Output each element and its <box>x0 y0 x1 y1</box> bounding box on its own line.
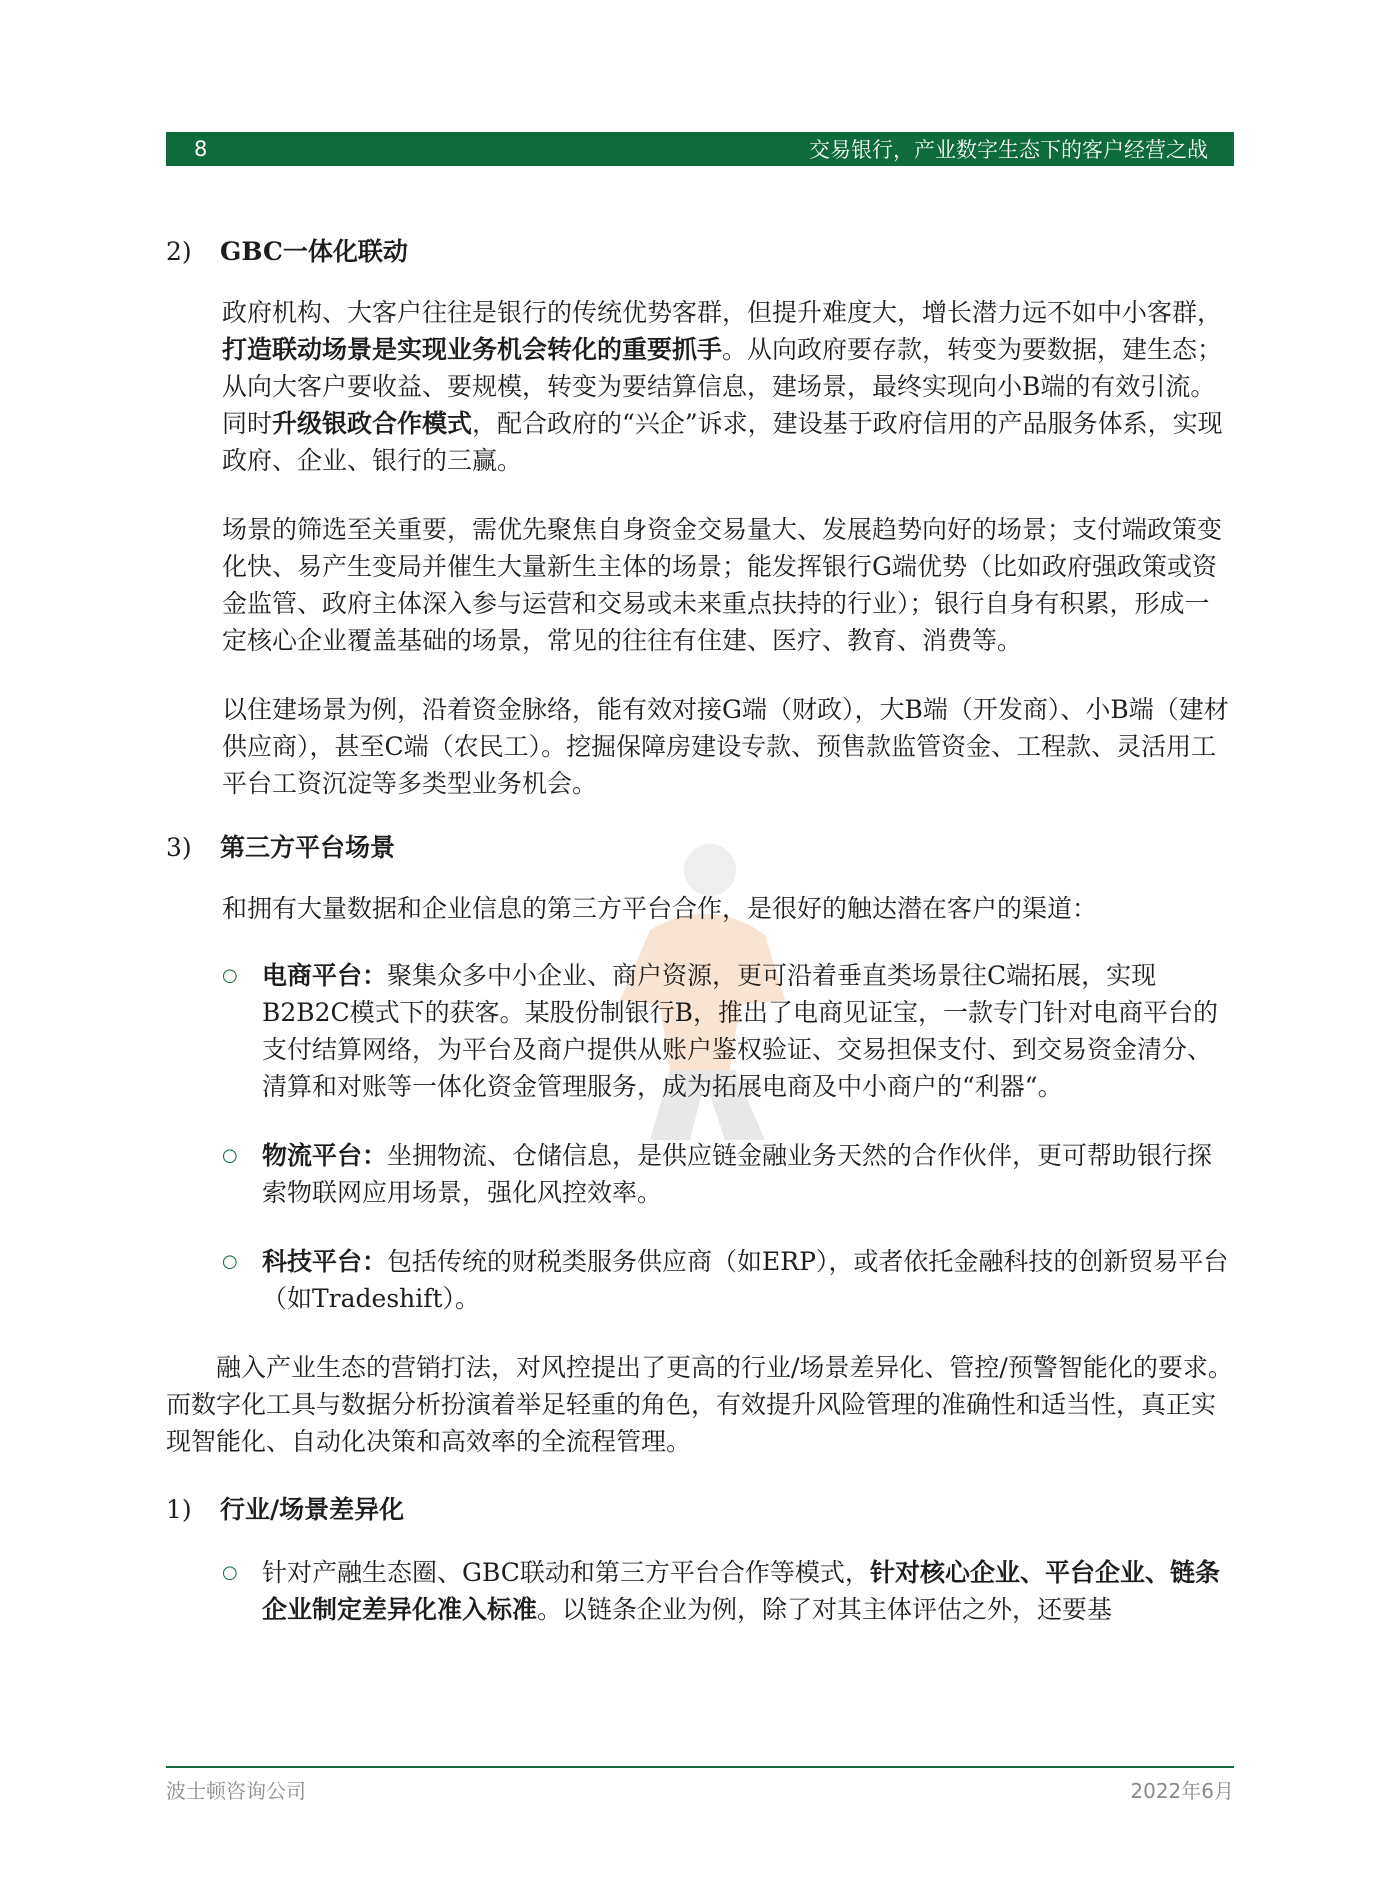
text-run: 聚集众多中小企业、商户资源，更可沿着垂直类场景往C端拓展，实现B2B2C模式下的获客。某股份制银行B，推出了电商见证宝，一款专门针对电商平台的支付结算网络，为平台及商户提供从账户鉴权验证、交易担保支付、到交易资金清分、清算和对账等一体化资金管理服务，成为拓展电商及中小商户的“利器“。 <box>262 961 1219 1101</box>
content <box>166 232 1234 1628</box>
paragraph-gbc-2: 场景的筛选至关重要，需优先聚焦自身资金交易量大、发展趋势向好的场景；支付端政策变化快、易产生变局并催生大量新生主体的场景；能发挥银行G端优势（比如政府强政策或资金监管、政府主体深入参与运营和交易或未来重点扶持的行业）；银行自身有积累，形成一定核心企业覆盖基础的场景，常见的往往有住建、医疗、教育、消费等。 <box>222 515 1223 655</box>
report-title: 交易银行，产业数字生态下的客户经营之战 <box>809 138 1208 162</box>
paragraph-gbc-3: 以住建场景为例，沿着资金脉络，能有效对接G端（财政），大B端（开发商）、小B端（建材供应商），甚至C端（农民工）。挖掘保障房建设专款、预售款监管资金、工程款、灵活用工平台工资沉淀等多类型业务机会。 <box>222 695 1229 798</box>
section-number: 1) <box>166 1495 192 1524</box>
text-run: 针对产融生态圈、GBC联动和第三方平台合作等模式， <box>262 1558 870 1587</box>
page-number: 8 <box>194 137 208 161</box>
text-run: 包括传统的财税类服务供应商（如ERP），或者依托金融科技的创新贸易平台（如Tradeshift）。 <box>262 1247 1229 1313</box>
footer-date: 2022年6月 <box>1130 1779 1234 1803</box>
bold-text: 升级银政合作模式 <box>272 409 473 438</box>
bullet-circle-icon: ○ <box>222 1145 238 1166</box>
paragraph-third-party-intro: 和拥有大量数据和企业信息的第三方平台合作，是很好的触达潜在客户的渠道： <box>222 894 1098 923</box>
list-item-text <box>262 1137 1234 1211</box>
bold-text: 物流平台： <box>262 1141 388 1170</box>
list-item-text <box>262 957 1234 1105</box>
paragraph-gbc-1 <box>222 294 1234 479</box>
text-run: 政府机构、大客户往往是银行的传统优势客群，但提升难度大，增长潜力远不如中小客群， <box>222 298 1223 327</box>
list-item <box>222 1243 1234 1317</box>
header-bar <box>166 132 1234 166</box>
section-title: 行业/场景差异化 <box>220 1495 405 1524</box>
bullet-circle-icon: ○ <box>222 1251 238 1272</box>
list-item-text <box>262 1554 1234 1628</box>
paragraph-risk-control: 融入产业生态的营销打法，对风控提出了更高的行业/场景差异化、管控/预警智能化的要求。而数字化工具与数据分析扮演着举足轻重的角色，有效提升风险管理的准确性和适当性，真正实现智能化、自动化决策和高效率的全流程管理。 <box>166 1353 1233 1456</box>
bullet-circle-icon: ○ <box>222 1562 238 1583</box>
footer-company: 波士顿咨询公司 <box>166 1779 306 1803</box>
list-item <box>222 1554 1234 1628</box>
text-run: 坐拥物流、仓储信息，是供应链金融业务天然的合作伙伴，更可帮助银行探索物联网应用场景，强化风控效率。 <box>262 1141 1213 1207</box>
text-run: ，配合政府的“兴企”诉求，建设基于政府信用的产品服务体系，实现政府、企业、银行的三赢。 <box>222 409 1223 475</box>
section-number: 2) <box>166 237 192 266</box>
section-heading-gbc <box>166 232 1234 272</box>
text-run: 。从向政府要存款，转变为要数据，建生态；从向大客户要收益、要规模，转变为要结算信息，建场景，最终实现向小B端的有效引流。同时 <box>222 335 1223 438</box>
list-item-text <box>262 1243 1234 1317</box>
bold-text: 针对核心企业、平台企业、链条企业制定差异化准入标准 <box>262 1558 1220 1624</box>
bold-text: 打造联动场景是实现业务机会转化的重要抓手 <box>222 335 723 364</box>
bullet-circle-icon: ○ <box>222 965 238 986</box>
text-run: 。以链条企业为例，除了对其主体评估之外，还要基 <box>537 1595 1113 1624</box>
list-item <box>222 1137 1234 1211</box>
list-item <box>222 957 1234 1105</box>
section-heading-differentiation <box>166 1490 1234 1530</box>
section-heading-third-party <box>166 828 1234 868</box>
bold-text: 科技平台： <box>262 1247 388 1276</box>
section-number: 3) <box>166 833 192 862</box>
section-title: GBC一体化联动 <box>220 237 408 266</box>
section-title: 第三方平台场景 <box>220 833 396 862</box>
footer <box>166 1775 1234 1804</box>
bold-text: 电商平台： <box>262 961 388 990</box>
footer-divider <box>166 1766 1234 1768</box>
